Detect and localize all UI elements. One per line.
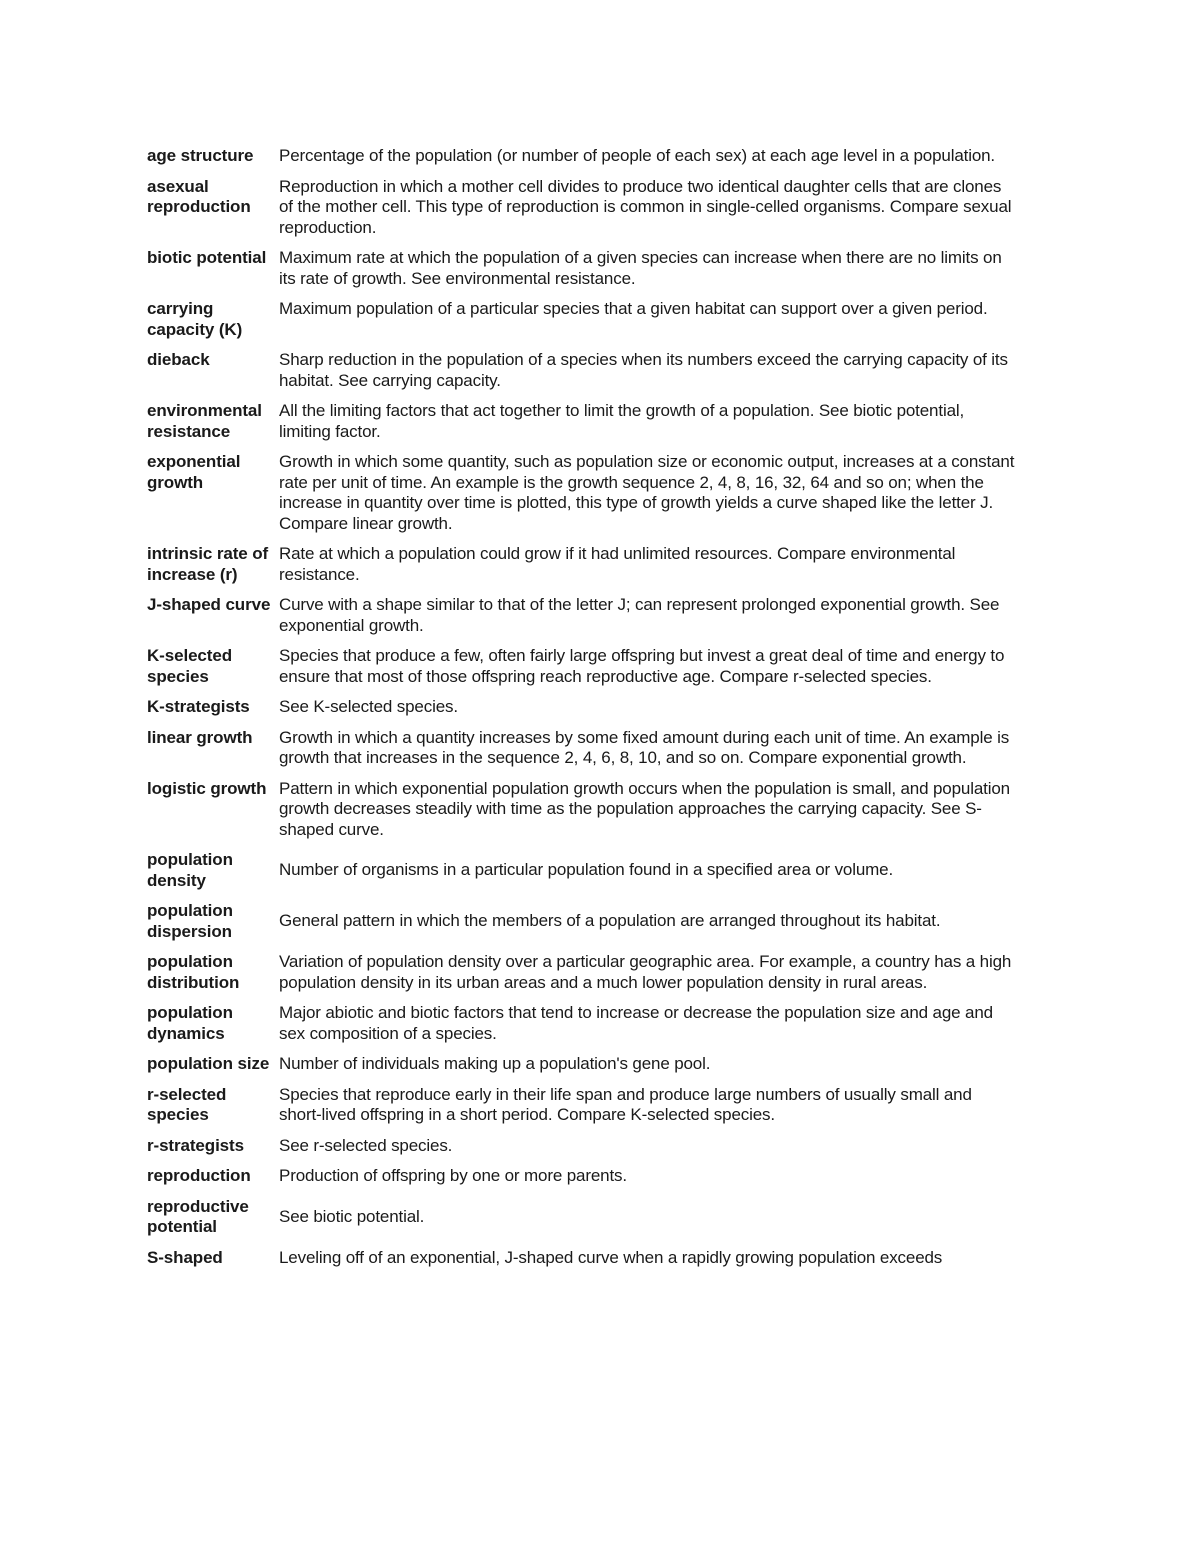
glossary-entry-j-shaped-curve — [147, 595, 1017, 636]
glossary-entry-logistic-growth — [147, 779, 1017, 841]
glossary-term: population dispersion — [147, 901, 233, 941]
glossary-term: carrying capacity (K) — [147, 299, 243, 339]
glossary-term: population density — [147, 850, 233, 890]
glossary-definition: Variation of population density over a particular geographic area. For example, a country has a high population density in its urban areas and a much lower population density in rural areas. — [279, 952, 1012, 992]
glossary-term: reproductive potential — [147, 1196, 249, 1236]
glossary-entry-age-structure — [147, 146, 1017, 167]
glossary-entry-carrying-capacity — [147, 299, 1017, 340]
glossary-term: r-selected species — [147, 1084, 227, 1124]
glossary-term: biotic potential — [147, 248, 267, 267]
glossary-term: asexual reproduction — [147, 176, 251, 216]
glossary-entry-population-dispersion — [147, 901, 1017, 942]
glossary-entry-linear-growth — [147, 728, 1017, 769]
glossary-list — [147, 146, 1017, 1278]
glossary-definition: Maximum rate at which the population of a given species can increase when there are no limits on its rate of growth. See environmental resistance. — [279, 248, 1002, 288]
glossary-definition: Production of offspring by one or more parents. — [279, 1166, 627, 1185]
glossary-term: r-strategists — [147, 1135, 244, 1155]
glossary-definition: Sharp reduction in the population of a species when its numbers exceed the carrying capacity of its habitat. See carrying capacity. — [279, 350, 1008, 390]
glossary-definition: Percentage of the population (or number of people of each sex) at each age level in a population. — [279, 146, 996, 165]
glossary-entry-population-density — [147, 850, 1017, 891]
glossary-entry-intrinsic-rate — [147, 544, 1017, 585]
glossary-term: environmental resistance — [147, 401, 262, 441]
glossary-definition: Reproduction in which a mother cell divides to produce two identical daughter cells that are clones of the mother cell. This type of reproduction is common in single-celled organisms. Compare sexual reproduction. — [279, 176, 1012, 237]
glossary-definition: General pattern in which the members of a population are arranged throughout its habitat. — [279, 911, 941, 931]
glossary-entry-reproductive-potential — [147, 1197, 1017, 1238]
glossary-definition: Species that reproduce early in their life span and produce large numbers of usually small and short-lived offspring in a short period. Compare K-selected species. — [279, 1084, 972, 1124]
glossary-term: linear growth — [147, 727, 253, 747]
glossary-definition: Curve with a shape similar to that of the letter J; can represent prolonged exponential growth. See exponential growth. — [279, 595, 1000, 635]
glossary-definition: Rate at which a population could grow if it had unlimited resources. Compare environmental resistance. — [279, 544, 956, 584]
glossary-term: J-shaped curve — [147, 595, 271, 614]
glossary-definition: Leveling off of an exponential, J-shaped curve when a rapidly growing population exceeds — [279, 1247, 943, 1267]
glossary-entry-r-selected-species — [147, 1085, 1017, 1126]
glossary-term: age structure — [147, 146, 254, 165]
glossary-definition: Number of individuals making up a population's gene pool. — [279, 1054, 711, 1073]
glossary-definition: Growth in which some quantity, such as population size or economic output, increases at a constant rate per unit of time. An example is the growth sequence 2, 4, 8, 16, 32, 64 and so on; when the increase in quantity over time is plotted, this type of growth yields a curve shaped like the letter J. Compare linear growth. — [279, 452, 1015, 533]
glossary-term: S-shaped — [147, 1247, 223, 1267]
glossary-term: reproduction — [147, 1166, 251, 1185]
glossary-entry-population-dynamics — [147, 1003, 1017, 1044]
glossary-entry-asexual-reproduction — [147, 177, 1017, 239]
glossary-definition: Pattern in which exponential population growth occurs when the population is small, and population growth decreases steadily with time as the population approaches the carrying capacity. See S-shaped curve. — [279, 778, 1010, 839]
glossary-definition: See r-selected species. — [279, 1135, 453, 1155]
glossary-term: population distribution — [147, 952, 240, 992]
glossary-entry-reproduction — [147, 1166, 1017, 1187]
glossary-term: exponential growth — [147, 452, 241, 492]
glossary-definition: Number of organisms in a particular population found in a specified area or volume. — [279, 860, 894, 880]
glossary-entry-population-size — [147, 1054, 1017, 1075]
glossary-term: logistic growth — [147, 778, 267, 798]
glossary-entry-s-shaped — [147, 1248, 1017, 1269]
glossary-definition: Species that produce a few, often fairly large offspring but invest a great deal of time and energy to ensure that most of those offspring reach reproductive age. Compare r-selected species. — [279, 646, 1005, 686]
glossary-definition: See biotic potential. — [279, 1206, 425, 1226]
glossary-entry-biotic-potential — [147, 248, 1017, 289]
glossary-entry-population-distribution — [147, 952, 1017, 993]
glossary-term: dieback — [147, 350, 210, 369]
glossary-definition: All the limiting factors that act together to limit the growth of a population. See biotic potential, limiting factor. — [279, 401, 965, 441]
glossary-term: K-strategists — [147, 697, 250, 716]
glossary-entry-r-strategists — [147, 1136, 1017, 1157]
glossary-entry-k-strategists — [147, 697, 1017, 718]
glossary-entry-exponential-growth — [147, 452, 1017, 534]
glossary-entry-environmental-resistance — [147, 401, 1017, 442]
glossary-definition: Maximum population of a particular species that a given habitat can support over a given period. — [279, 299, 988, 318]
glossary-term: population size — [147, 1054, 270, 1073]
glossary-entry-dieback — [147, 350, 1017, 391]
glossary-definition: Major abiotic and biotic factors that tend to increase or decrease the population size and age and sex composition of a species. — [279, 1003, 993, 1043]
glossary-term: intrinsic rate of increase (r) — [147, 544, 269, 584]
glossary-definition: Growth in which a quantity increases by some fixed amount during each unit of time. An example is growth that increases in the sequence 2, 4, 6, 8, 10, and so on. Compare exponential growth. — [279, 727, 1010, 767]
glossary-definition: See K-selected species. — [279, 697, 458, 716]
glossary-entry-k-selected-species — [147, 646, 1017, 687]
glossary-term: K-selected species — [147, 646, 232, 686]
glossary-term: population dynamics — [147, 1003, 233, 1043]
